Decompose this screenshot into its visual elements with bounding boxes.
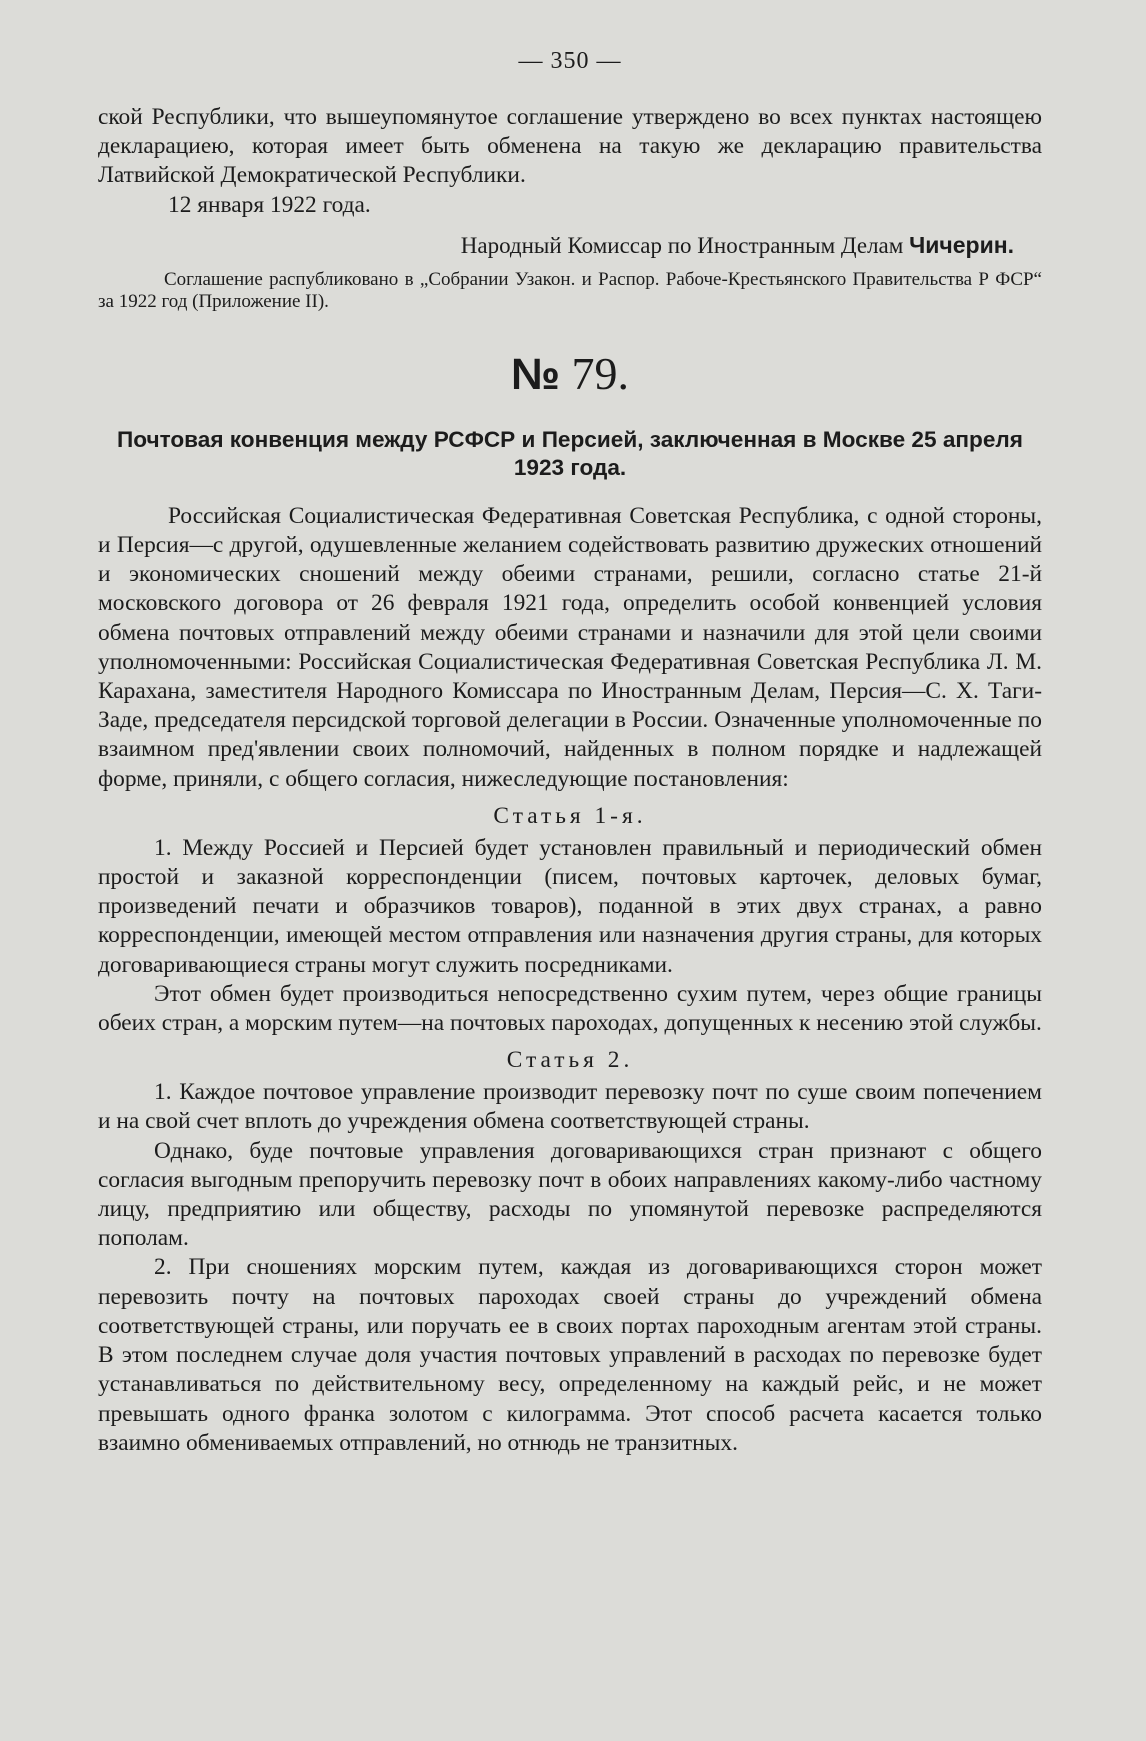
number-value: 79. [571, 347, 630, 399]
article-1-paragraph-1: 1. Между Россией и Персией будет установлен правильный и периодический обмен простой и заказной корреспонденции (писем, почтовых карточек, деловых бумаг, произведений печати и образчиков товаров), поданной в этих двух странах, а равно корреспонденции, имеющей местом отправления или назначения другия страны, для которых договаривающиеся страны могут служить посредниками. [98, 834, 1042, 978]
intro-paragraph: ской Республики, что вышеупомянутое соглашение утверждено во всех пунктах настоящею декларациею, которая имеет быть обменена на такую же декларацию правительства Латвийской Демократической Республики. [98, 104, 1042, 189]
number-sign: № [510, 349, 561, 399]
page-number: — 350 — [518, 48, 622, 74]
date-line: 12 января 1922 года. [168, 191, 371, 218]
document-number [98, 347, 1042, 400]
article-2-paragraph-2: Однако, буде почтовые управления договаривающихся стран признают с общего согласия выгодным препоручить перевозку почт в обоих направлениях какому-либо частному лицу, предприятию или обществу, расходы по упомянутой перевозке распределяются пополам. [98, 1137, 1042, 1252]
convention-heading: Почтовая конвенция между РСФСР и Персией, заключенная в Москве 25 апреля 1923 года. [117, 426, 1023, 480]
article-1-paragraph-2: Этот обмен будет производиться непосредственно сухим путем, через общие границы обеих стран, а морским путем—на почтовых пароходах, допущенных к несению этой службы. [98, 980, 1042, 1037]
article-2-paragraph-1: 1. Каждое почтовое управление производит перевозку почт по суше своим попечением и на свой счет вплоть до учреждения обмена соответствующей страны. [98, 1079, 1042, 1135]
signature-title: Народный Комиссар по Иностранным Делам [460, 232, 904, 258]
signature-line [98, 232, 1014, 259]
signature-name: Чичерин. [909, 231, 1014, 258]
article-2-title: Статья 2. [506, 1047, 634, 1074]
publication-note: Соглашение распубликовано в „Собрании Узакон. и Распор. Рабоче-Крестьянского Правительства Р ФСР“ за 1922 год (Приложение II). [98, 268, 1042, 312]
article-1-title: Статья 1-я. [493, 802, 647, 829]
preamble-paragraph: Российская Социалистическая Федеративная Советская Республика, с одной стороны, и Персия—с другой, одушевленные желанием содействовать развитию дружеских отношений и экономических сношений между обеими странами, решили, согласно статье 21-й московского договора от 26 февраля 1921 года, определить особой конвенцией условия обмена почтовых отправлений между обеими странами и назначили для этой цели своими уполномоченными: Российская Социалистическая Федеративная Советская Республика Л. М. Карахана, заместителя Народного Комиссара по Иностранным Делам, Персия—С. Х. Таги-Заде, председателя персидской торговой делегации в России. Означенные уполномоченные по взаимном пред'явлении своих полномочий, найденных в полном порядке и надлежащей форме, приняли, с общего согласия, нижеследующие постановления: [98, 502, 1042, 792]
article-2-paragraph-3: 2. При сношениях морским путем, каждая из договаривающихся сторон может перевозить почту на почтовых пароходах своей страны до учреждений обмена соответствующей страны, или поручать ее в своих портах пароходным агентам этой страны. В этом последнем случае доля участия почтовых управлений в расходах по перевозке будет устанавливаться по действительному весу, определенному на каждый рейс, и не может превышать одного франка золотом с килограмма. Этот способ расчета касается только взаимно обмениваемых отправлений, но отнюдь не транзитных. [98, 1254, 1042, 1456]
